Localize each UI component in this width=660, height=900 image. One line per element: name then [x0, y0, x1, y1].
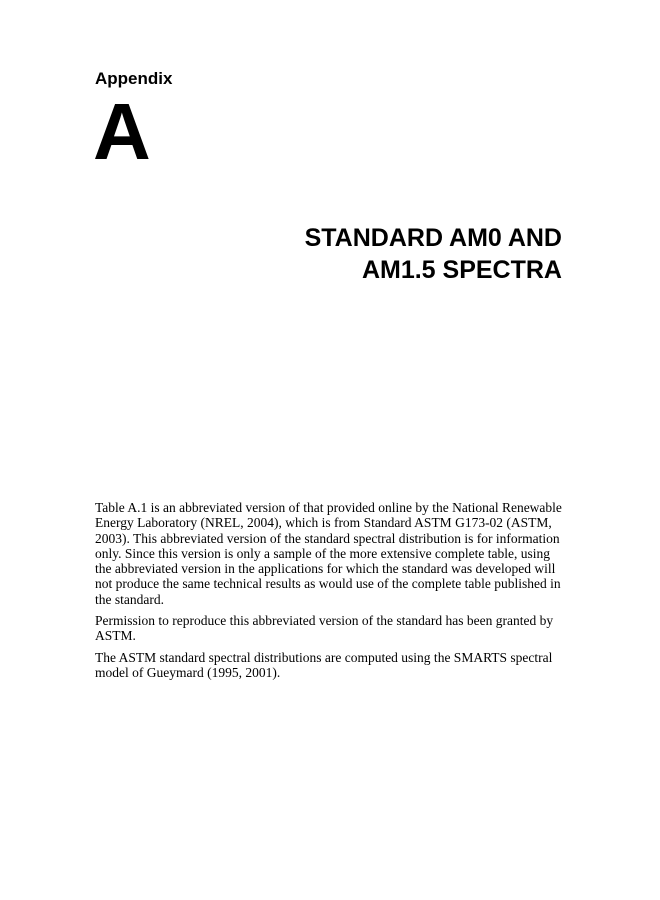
appendix-label: Appendix — [95, 69, 173, 88]
appendix-letter: A — [93, 87, 151, 176]
chapter-title-line-2: AM1.5 SPECTRA — [361, 256, 562, 284]
chapter-title-line-1: STANDARD AM0 AND — [304, 224, 562, 252]
paragraph-intro: Table A.1 is an abbreviated version of that provided online by the National Renewable Energy Laboratory (NREL, 2004), which is from Standard ASTM G173-02 (ASTM, 2003). This abbreviated version of the standard spectral distribution is for information only. Since this version is only a sample of the more extensive complete table, using the abbreviated version in the applications for which the standard was developed will not produce the same technical results as would use of the complete table published in the standard. — [95, 500, 562, 607]
paragraph-permission: Permission to reproduce this abbreviated version of the standard has been granted by ASTM. — [95, 613, 554, 644]
body-text — [95, 500, 564, 686]
paragraph-smarts: The ASTM standard spectral distributions are computed using the SMARTS spectral model of Gueymard (1995, 2001). — [95, 649, 553, 680]
chapter-title — [162, 222, 562, 286]
